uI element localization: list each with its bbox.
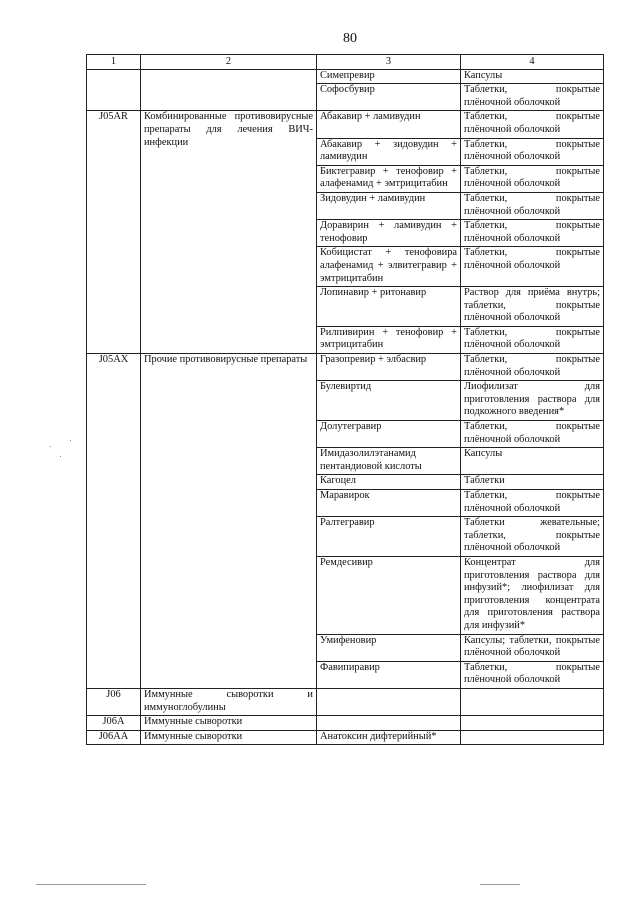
drug-cell: Софосбувир [317, 84, 461, 111]
drug-cell [317, 688, 461, 715]
form-cell: Таблетки, покрытые плёночной оболочкой [461, 84, 604, 111]
group-cell [141, 69, 317, 111]
drug-cell: Кагоцел [317, 475, 461, 490]
drug-cell: Долутегравир [317, 421, 461, 448]
form-cell: Таблетки, покрытые плёночной оболочкой [461, 490, 604, 517]
group-cell: Прочие противовирусные препараты [141, 354, 317, 689]
table-row [87, 69, 604, 84]
form-cell: Капсулы; таблетки, покрытые плёночной оболочкой [461, 634, 604, 661]
drug-cell: Булевиртид [317, 381, 461, 421]
drug-cell: Рилпивирин + тенофовир + эмтрицитабин [317, 326, 461, 353]
drug-cell: Абакавир + зидовудин + ламивудин [317, 138, 461, 165]
header-cell: 3 [317, 55, 461, 70]
atc-code-cell: J06 [87, 688, 141, 715]
scan-speck [60, 456, 61, 457]
table-row [87, 730, 604, 745]
form-cell [461, 730, 604, 745]
drug-cell: Абакавир + ламивудин [317, 111, 461, 138]
drug-cell: Умифеновир [317, 634, 461, 661]
drug-cell [317, 716, 461, 731]
drug-cell: Анатоксин дифтерийный* [317, 730, 461, 745]
drug-cell: Имидазолилэтанамид пентандиовой кислоты [317, 448, 461, 475]
drug-cell: Гразопревир + элбасвир [317, 354, 461, 381]
group-cell: Иммунные сыворотки [141, 730, 317, 745]
form-cell: Таблетки, покрытые плёночной оболочкой [461, 111, 604, 138]
table-header-row [87, 55, 604, 70]
drug-cell: Лопинавир + ритонавир [317, 287, 461, 327]
form-cell [461, 688, 604, 715]
form-cell: Таблетки, покрытые плёночной оболочкой [461, 661, 604, 688]
drug-cell: Зидовудин + ламивудин [317, 192, 461, 219]
form-cell: Таблетки, покрытые плёночной оболочкой [461, 326, 604, 353]
header-cell: 4 [461, 55, 604, 70]
drug-cell: Биктегравир + тенофовир + алафенамид + эмтрицитабин [317, 165, 461, 192]
scan-edge-mark [480, 884, 520, 885]
form-cell: Таблетки [461, 475, 604, 490]
drug-cell: Ремдесивир [317, 556, 461, 634]
group-cell: Комбинированные противовирусные препараты для лечения ВИЧ-инфекции [141, 111, 317, 354]
drug-cell: Ралтегравир [317, 517, 461, 557]
atc-code-cell: J05AX [87, 354, 141, 689]
form-cell [461, 716, 604, 731]
form-cell: Таблетки, покрытые плёночной оболочкой [461, 247, 604, 287]
header-cell: 2 [141, 55, 317, 70]
atc-code-cell: J06AA [87, 730, 141, 745]
table-row [87, 354, 604, 381]
form-cell: Раствор для приёма внутрь; таблетки, покрытые плёночной оболочкой [461, 287, 604, 327]
group-cell: Иммунные сыворотки [141, 716, 317, 731]
header-cell: 1 [87, 55, 141, 70]
form-cell: Таблетки, покрытые плёночной оболочкой [461, 138, 604, 165]
drug-cell: Маравирок [317, 490, 461, 517]
form-cell: Концентрат для приготовления раствора для инфузий*; лиофилизат для приготовления концентрата для приготовления раствора для инфузий* [461, 556, 604, 634]
form-cell: Таблетки, покрытые плёночной оболочкой [461, 421, 604, 448]
form-cell: Таблетки, покрытые плёночной оболочкой [461, 354, 604, 381]
scan-speck [70, 440, 71, 441]
drug-cell: Фавипиравир [317, 661, 461, 688]
scan-edge-mark [36, 884, 146, 885]
group-cell: Иммунные сыворотки и иммуноглобулины [141, 688, 317, 715]
form-cell: Таблетки, покрытые плёночной оболочкой [461, 165, 604, 192]
drug-cell: Доравирин + ламивудин + тенофовир [317, 220, 461, 247]
scan-speck [50, 446, 51, 447]
form-cell: Капсулы [461, 448, 604, 475]
form-cell: Таблетки, покрытые плёночной оболочкой [461, 192, 604, 219]
drug-cell: Кобицистат + тенофовира алафенамид + элвитегравир + эмтрицитабин [317, 247, 461, 287]
table-row [87, 716, 604, 731]
atc-code-cell: J06A [87, 716, 141, 731]
drug-cell: Симепревир [317, 69, 461, 84]
atc-code-cell: J05AR [87, 111, 141, 354]
medicine-table [86, 54, 604, 745]
atc-code-cell [87, 69, 141, 111]
form-cell: Таблетки, покрытые плёночной оболочкой [461, 220, 604, 247]
form-cell: Таблетки жевательные; таблетки, покрытые плёночной оболочкой [461, 517, 604, 557]
form-cell: Лиофилизат для приготовления раствора для подкожного введения* [461, 381, 604, 421]
form-cell: Капсулы [461, 69, 604, 84]
table-row [87, 111, 604, 138]
table-row [87, 688, 604, 715]
page-number: 80 [343, 31, 357, 46]
